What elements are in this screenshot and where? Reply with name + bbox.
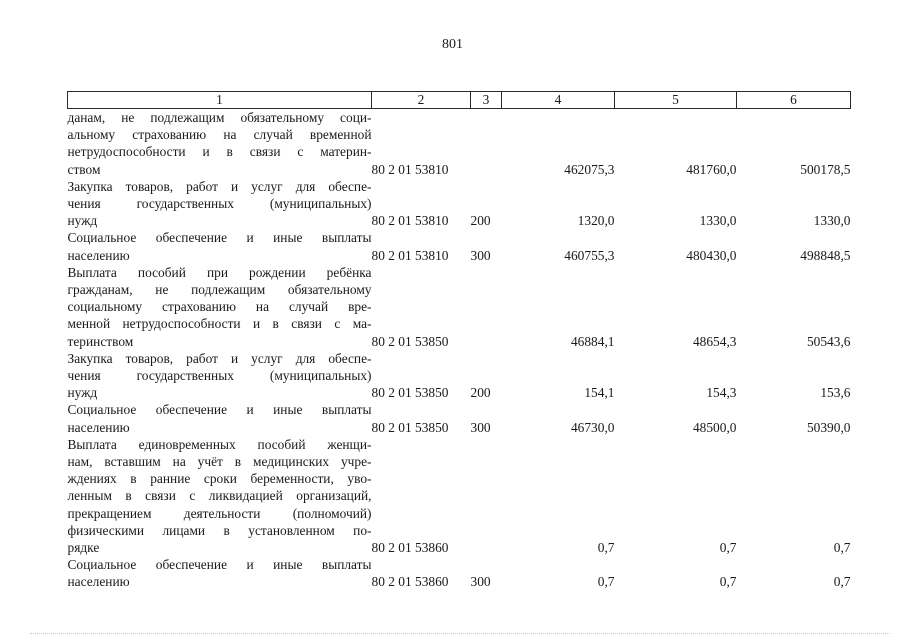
row-value-col4: 0,7 xyxy=(597,574,615,590)
row-description xyxy=(68,556,372,590)
row-expense-type: 300 xyxy=(470,419,491,435)
row-value-col5: 48654,3 xyxy=(692,333,737,349)
table-row xyxy=(68,264,851,350)
table-row xyxy=(68,229,851,263)
row-target-code: 80 2 01 53860 xyxy=(371,574,449,590)
row-description xyxy=(68,229,372,263)
description-line: нетрудоспособности и в связи с материн- xyxy=(67,144,372,160)
description-line: нам, вставшим на учёт в медицинских учре- xyxy=(67,454,372,470)
row-target-code: 80 2 01 53810 xyxy=(371,161,449,177)
row-value-col6: 0,7 xyxy=(833,540,851,556)
description-line: физическими лицами в установленном по- xyxy=(67,522,372,538)
row-expense-type xyxy=(471,109,502,178)
description-line: ленным в связи с ликвидацией организаций, xyxy=(67,488,372,504)
row-value-col6: 1330,0 xyxy=(813,213,851,229)
description-line: Социальное обеспечение и иные выплаты xyxy=(67,402,372,418)
row-value-col4: 46884,1 xyxy=(570,333,615,349)
description-line: ждениях в ранние сроки беременности, уво- xyxy=(67,471,372,487)
row-value-col4: 0,7 xyxy=(597,540,615,556)
row-value-col5: 480430,0 xyxy=(686,247,737,263)
description-line: чения государственных (муниципальных) xyxy=(67,368,372,384)
col-header-6: 6 xyxy=(737,92,851,109)
description-line: теринством xyxy=(67,333,134,349)
row-expense-type xyxy=(471,436,502,556)
row-value-col4: 46730,0 xyxy=(570,419,615,435)
row-expense-type xyxy=(471,264,502,350)
description-line: рядке xyxy=(67,540,100,556)
row-value-col5: 481760,0 xyxy=(686,161,737,177)
description-line: нужд xyxy=(67,213,98,229)
row-target-code: 80 2 01 53810 xyxy=(371,213,449,229)
table-row xyxy=(68,401,851,435)
row-value-col5: 0,7 xyxy=(719,574,737,590)
row-value-col6: 0,7 xyxy=(833,574,851,590)
row-expense-type: 300 xyxy=(470,247,491,263)
description-line: социальному страхованию на случай вре- xyxy=(67,299,372,315)
description-line: Закупка товаров, работ и услуг для обеспе- xyxy=(67,350,372,366)
row-value-col5: 1330,0 xyxy=(699,213,737,229)
description-line: населению xyxy=(67,419,130,435)
description-line: Социальное обеспечение и иные выплаты xyxy=(67,230,372,246)
row-value-col4: 460755,3 xyxy=(564,247,615,263)
budget-table xyxy=(67,91,851,591)
description-line: населению xyxy=(67,247,130,263)
row-description xyxy=(68,350,372,402)
description-line: Выплата единовременных пособий женщи- xyxy=(67,436,372,452)
col-header-4: 4 xyxy=(502,92,615,109)
table-row xyxy=(68,350,851,402)
description-line: прекращением деятельности (полномочий) xyxy=(67,505,372,521)
header-row xyxy=(68,92,851,109)
table-row xyxy=(68,178,851,230)
row-value-col4: 154,1 xyxy=(584,385,615,401)
row-description xyxy=(68,178,372,230)
description-line: альному страхованию на случай временной xyxy=(67,127,372,143)
row-description xyxy=(68,109,372,178)
row-value-col5: 154,3 xyxy=(706,385,737,401)
row-expense-type: 200 xyxy=(470,385,491,401)
table-body xyxy=(68,109,851,591)
table-row xyxy=(68,436,851,556)
scan-edge-divider xyxy=(30,633,890,634)
description-line: Закупка товаров, работ и услуг для обеспе- xyxy=(67,178,372,194)
row-value-col5: 0,7 xyxy=(719,540,737,556)
row-description xyxy=(68,401,372,435)
row-expense-type: 300 xyxy=(470,574,491,590)
row-value-col6: 498848,5 xyxy=(800,247,851,263)
row-target-code: 80 2 01 53850 xyxy=(371,419,449,435)
description-line: данам, не подлежащим обязательному соци- xyxy=(67,110,372,125)
col-header-3: 3 xyxy=(471,92,502,109)
description-line: населению xyxy=(67,574,130,590)
description-line: гражданам, не подлежащим обязательному xyxy=(67,282,372,298)
row-value-col6: 500178,5 xyxy=(800,161,851,177)
row-expense-type: 200 xyxy=(470,213,491,229)
col-header-5: 5 xyxy=(615,92,737,109)
row-value-col4: 462075,3 xyxy=(564,161,615,177)
page-number: 801 xyxy=(442,37,463,52)
row-target-code: 80 2 01 53850 xyxy=(371,385,449,401)
row-description xyxy=(68,264,372,350)
col-header-1: 1 xyxy=(68,92,372,109)
description-line: чения государственных (муниципальных) xyxy=(67,196,372,212)
row-description xyxy=(68,436,372,556)
table-row xyxy=(68,556,851,590)
table-row xyxy=(68,109,851,178)
description-line: менной нетрудоспособности и в связи с ма- xyxy=(67,316,372,332)
description-line: Социальное обеспечение и иные выплаты xyxy=(67,557,372,573)
row-target-code: 80 2 01 53810 xyxy=(371,247,449,263)
row-target-code: 80 2 01 53850 xyxy=(371,333,449,349)
col-header-2: 2 xyxy=(372,92,471,109)
row-value-col6: 50390,0 xyxy=(806,419,851,435)
row-target-code: 80 2 01 53860 xyxy=(371,540,449,556)
description-line: ством xyxy=(67,161,101,177)
row-value-col4: 1320,0 xyxy=(577,213,615,229)
description-line: нужд xyxy=(67,385,98,401)
description-line: Выплата пособий при рождении ребёнка xyxy=(67,264,372,280)
row-value-col6: 153,6 xyxy=(820,385,851,401)
row-value-col6: 50543,6 xyxy=(806,333,851,349)
row-value-col5: 48500,0 xyxy=(692,419,737,435)
